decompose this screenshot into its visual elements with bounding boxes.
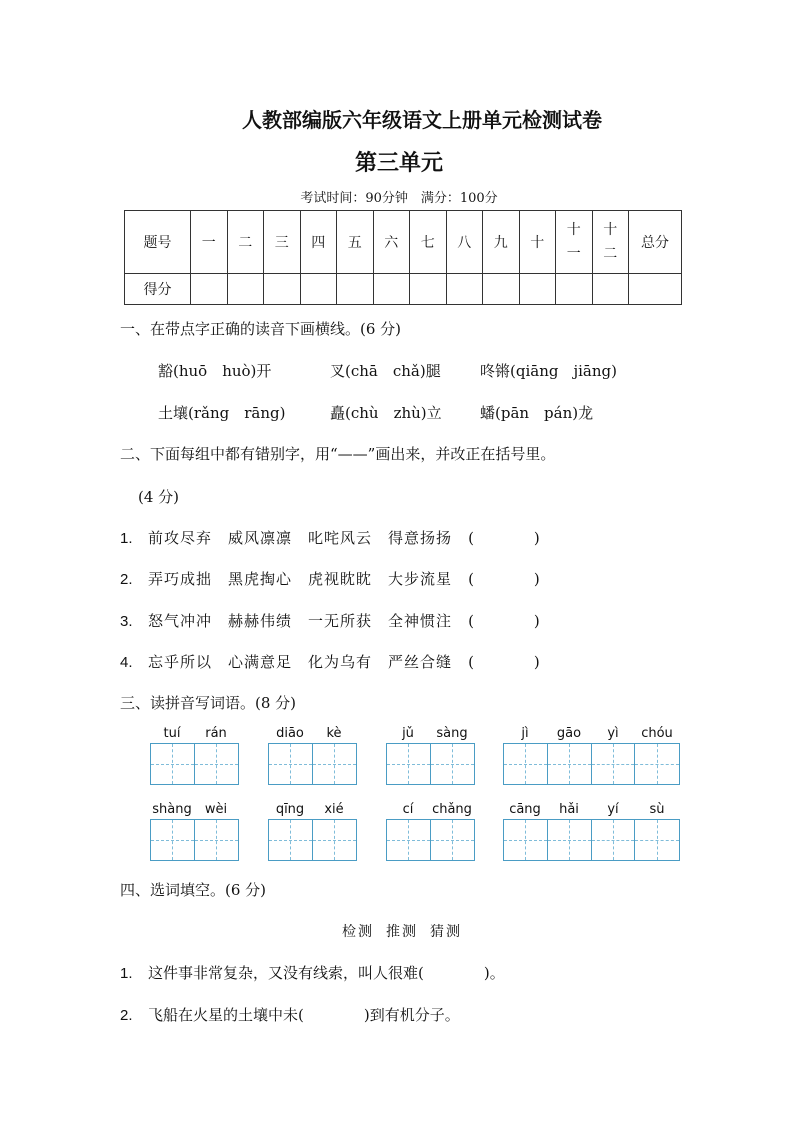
score-cell[interactable] bbox=[191, 274, 228, 305]
score-cell[interactable] bbox=[337, 274, 374, 305]
unit-title: 第三单元 bbox=[354, 150, 443, 176]
score-label: 得分 bbox=[125, 274, 191, 305]
answer-blank[interactable]: ( ) bbox=[468, 653, 540, 671]
score-table bbox=[124, 210, 682, 305]
pinyin-label: chǎng bbox=[432, 802, 472, 817]
score-cell[interactable] bbox=[629, 274, 682, 305]
score-cell[interactable] bbox=[446, 274, 483, 305]
pinyin-label: kè bbox=[326, 726, 342, 741]
choice-word: 检测 bbox=[342, 924, 374, 940]
score-cell[interactable] bbox=[264, 274, 301, 305]
header-cell: 十 bbox=[519, 211, 556, 274]
q3-heading: 三、读拼音写词语。(8 分) bbox=[120, 694, 297, 712]
header-cell: 四 bbox=[300, 211, 337, 274]
header-cell: 五 bbox=[337, 211, 374, 274]
pinyin-label: jǔ bbox=[402, 726, 414, 741]
answer-blank[interactable]: ( ) bbox=[468, 612, 540, 630]
q1-item: 咚锵(qiāng jiāng) bbox=[480, 362, 617, 380]
header-cell-12: 十 二 bbox=[592, 211, 629, 274]
writing-grid[interactable] bbox=[268, 743, 357, 785]
pinyin-label: sàng bbox=[436, 726, 468, 741]
pinyin-label: jì bbox=[521, 726, 529, 741]
pinyin-label: yì bbox=[607, 726, 619, 741]
writing-grid[interactable] bbox=[386, 743, 475, 785]
header-cell: 六 bbox=[373, 211, 410, 274]
q2-row: 1. 前攻尽弃 威风凛凛 叱咤风云 得意扬扬 ( ) bbox=[120, 529, 540, 547]
pinyin-label: tuí bbox=[163, 726, 181, 741]
pinyin-label: gāo bbox=[556, 726, 582, 741]
q1-item: 矗(chù zhù)立 bbox=[330, 404, 442, 422]
q1-item: 豁(huō huò)开 bbox=[158, 362, 272, 380]
choice-word: 推测 bbox=[386, 924, 418, 940]
header-cell: 题号 bbox=[125, 211, 191, 274]
header-cell: 总分 bbox=[629, 211, 682, 274]
pinyin-label: chóu bbox=[641, 726, 673, 741]
score-row bbox=[125, 274, 682, 305]
score-cell[interactable] bbox=[373, 274, 410, 305]
score-cell[interactable] bbox=[592, 274, 629, 305]
pinyin-label: diāo bbox=[276, 726, 304, 741]
writing-grid[interactable] bbox=[386, 819, 475, 861]
answer-blank[interactable]: ( ) bbox=[468, 570, 540, 588]
pinyin-label: cí bbox=[402, 802, 414, 817]
q2-heading: 二、下面每组中都有错别字，用“——”画出来，并改正在括号里。 bbox=[120, 445, 556, 463]
q1-item: 蟠(pān pán)龙 bbox=[480, 404, 594, 422]
score-cell[interactable] bbox=[483, 274, 520, 305]
answer-blank[interactable]: ( ) bbox=[468, 529, 540, 547]
choice-word: 猜测 bbox=[430, 924, 462, 940]
score-cell[interactable] bbox=[556, 274, 593, 305]
q2-row: 3. 怒气冲冲 赫赫伟绩 一无所获 全神惯注 ( ) bbox=[120, 612, 540, 630]
score-cell[interactable] bbox=[410, 274, 447, 305]
writing-grid[interactable] bbox=[150, 743, 239, 785]
exam-title: 人教部编版六年级语文上册单元检测试卷 bbox=[242, 108, 602, 132]
score-cell[interactable] bbox=[519, 274, 556, 305]
q4-heading: 四、选词填空。(6 分) bbox=[120, 881, 267, 899]
header-cell: 九 bbox=[483, 211, 520, 274]
pinyin-label: hǎi bbox=[559, 802, 579, 817]
pinyin-label: wèi bbox=[204, 802, 228, 817]
q4-item: 2. 飞船在火星的土壤中未( )到有机分子。 bbox=[120, 1006, 460, 1024]
q2-score: (4 分) bbox=[138, 488, 180, 506]
header-cell: 一 bbox=[191, 211, 228, 274]
pinyin-label: shàng bbox=[152, 802, 192, 817]
score-cell[interactable] bbox=[300, 274, 337, 305]
header-cell: 三 bbox=[264, 211, 301, 274]
q2-row: 2. 弄巧成拙 黑虎掏心 虎视眈眈 大步流星 ( ) bbox=[120, 570, 540, 588]
writing-grid[interactable] bbox=[150, 819, 239, 861]
pinyin-label: xié bbox=[324, 802, 344, 817]
header-cell: 七 bbox=[410, 211, 447, 274]
pinyin-label: cāng bbox=[509, 802, 541, 817]
score-cell[interactable] bbox=[227, 274, 264, 305]
pinyin-label: yí bbox=[607, 802, 619, 817]
score-header-row bbox=[125, 211, 682, 274]
writing-grid[interactable] bbox=[503, 819, 680, 861]
q1-heading: 一、在带点字正确的读音下画横线。(6 分) bbox=[120, 320, 402, 338]
q2-row: 4. 忘乎所以 心满意足 化为乌有 严丝合缝 ( ) bbox=[120, 653, 540, 671]
word-choices bbox=[342, 921, 474, 941]
q1-item: 叉(chā chǎ)腿 bbox=[330, 362, 441, 380]
header-cell: 八 bbox=[446, 211, 483, 274]
pinyin-label: rán bbox=[205, 726, 227, 741]
exam-info: 考试时间：90分钟 满分：100分 bbox=[300, 191, 498, 206]
q1-item: 土壤(rǎng rāng) bbox=[158, 404, 286, 422]
header-cell-11: 十 一 bbox=[556, 211, 593, 274]
header-cell: 二 bbox=[227, 211, 264, 274]
writing-grid[interactable] bbox=[503, 743, 680, 785]
writing-grid[interactable] bbox=[268, 819, 357, 861]
q4-item: 1. 这件事非常复杂，又没有线索，叫人很难( )。 bbox=[120, 964, 505, 982]
pinyin-label: qīng bbox=[275, 802, 305, 817]
pinyin-label: sù bbox=[649, 802, 665, 817]
